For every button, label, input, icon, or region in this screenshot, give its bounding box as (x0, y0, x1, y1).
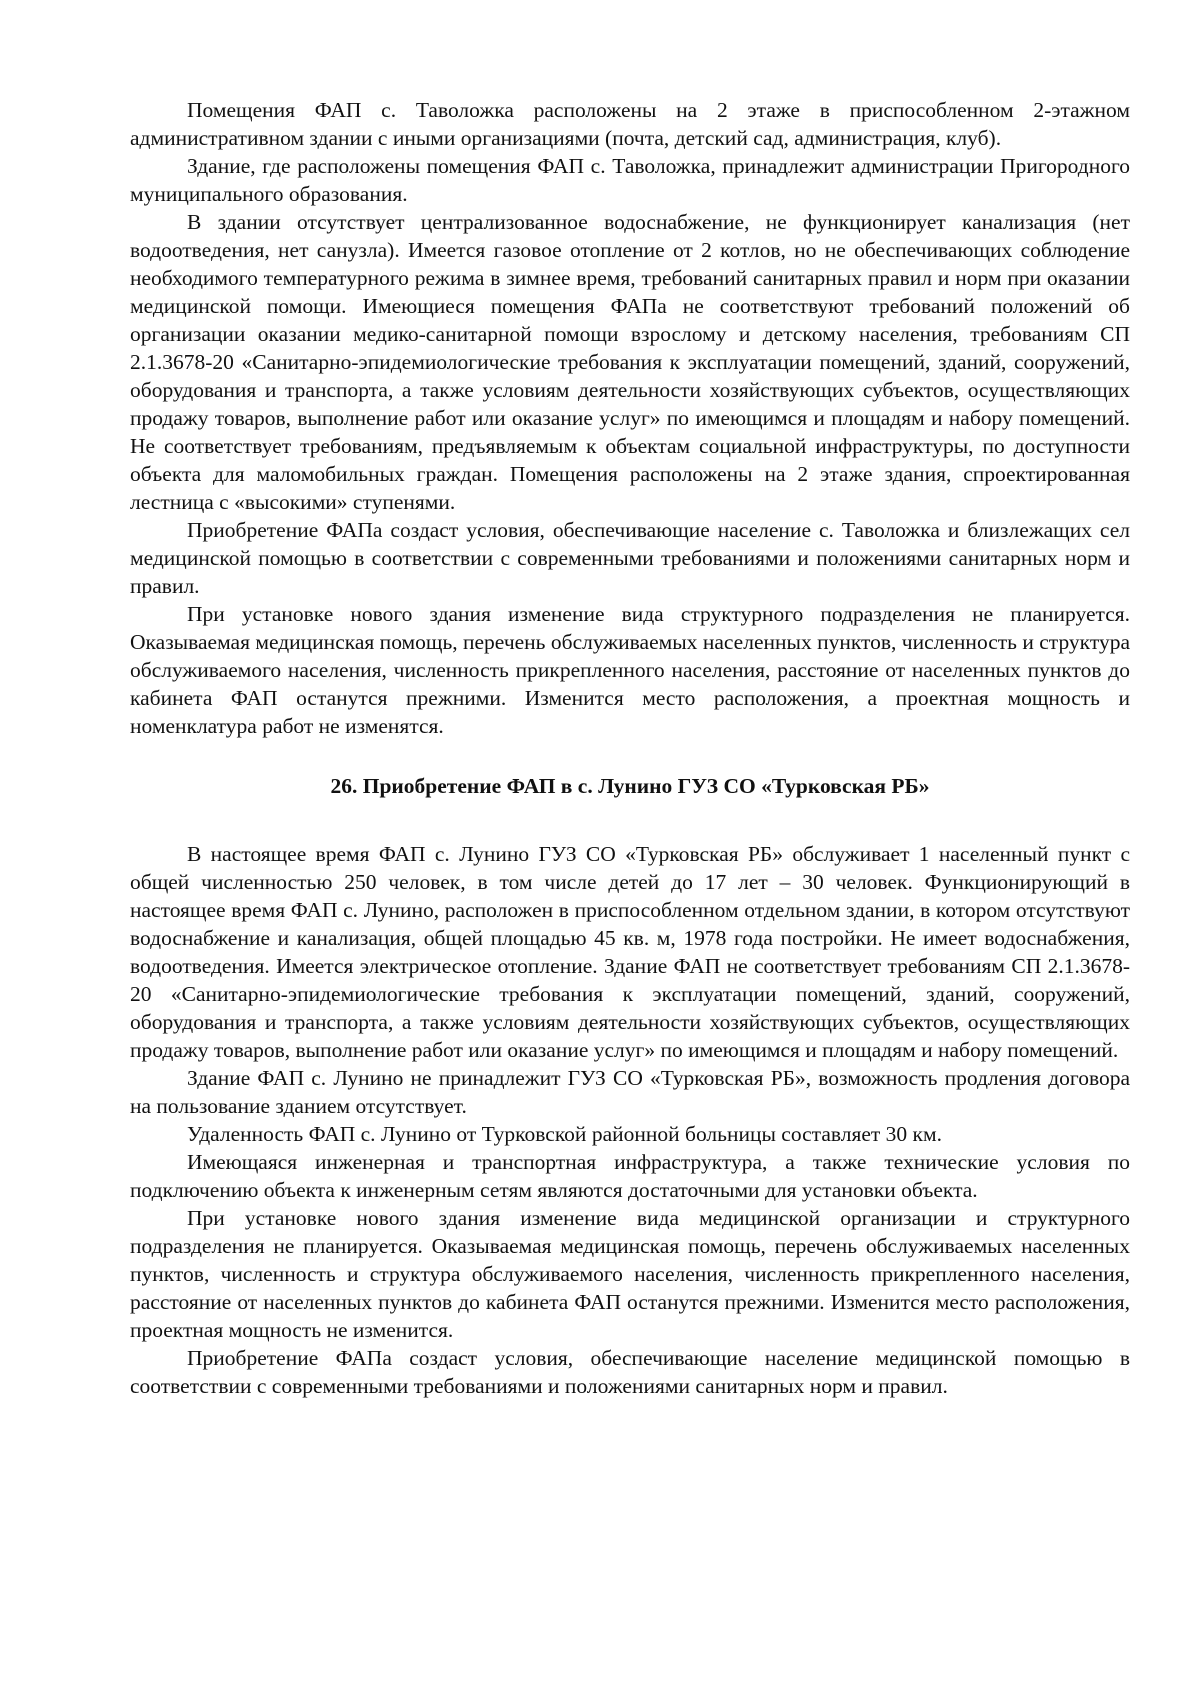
paragraph: Имеющаяся инженерная и транспортная инфраструктура, а также технические условия по подключению объекта к инженерным сетям являются достаточными для установки объекта. (130, 1150, 1130, 1202)
paragraph: При установке нового здания изменение вида медицинской организации и структурного подразделения не планируется. Оказываемая медицинская помощь, перечень обслуживаемых населенных пунктов, численность и структура обслуживаемого населения, численность прикрепленного населения, расстояние от населенных пунктов до кабинета ФАП останутся прежними. Изменится место расположения, проектная мощность не изменится. (130, 1206, 1130, 1342)
paragraph: Удаленность ФАП с. Лунино от Турковской районной больницы составляет 30 км. (187, 1122, 942, 1146)
paragraph: В здании отсутствует централизованное водоснабжение, не функционирует канализация (нет водоотведения, нет санузла). Имеется газовое отопление от 2 котлов, но не обеспечивающих соблюдение необходимого температурного режима в зимнее время, требований санитарных правил и норм при оказании медицинской помощи. Имеющиеся помещения ФАПа не соответствуют требований положений об организации оказании медико-санитарной помощи взрослому и детскому населения, требованиям СП 2.1.3678-20 «Санитарно-эпидемиологические требования к эксплуатации помещений, зданий, сооружений, оборудования и транспорта, а также условиям деятельности хозяйствующих субъектов, осуществляющих продажу товаров, выполнение работ или оказание услуг» по имеющимся и площадям и набору помещений. Не соответствует требованиям, предъявляемым к объектам социальной инфраструктуры, по доступности объекта для маломобильных граждан. Помещения расположены на 2 этаже здания, спроектированная лестница с «высокими» ступенями. (130, 210, 1130, 514)
paragraph: Помещения ФАП с. Таволожка расположены на 2 этаже в приспособленном 2-этажном административном здании с иными организациями (почта, детский сад, администрация, клуб). (130, 98, 1130, 150)
paragraph: В настоящее время ФАП с. Лунино ГУЗ СО «Турковская РБ» обслуживает 1 населенный пункт с общей численностью 250 человек, в том числе детей до 17 лет – 30 человек. Функционирующий в настоящее время ФАП с. Лунино, расположен в приспособленном отдельном здании, в котором отсутствуют водоснабжение и канализация, общей площадью 45 кв. м, 1978 года постройки. Не имеет водоснабжения, водоотведения. Имеется электрическое отопление. Здание ФАП не соответствует требованиям СП 2.1.3678-20 «Санитарно-эпидемиологические требования к эксплуатации помещений, зданий, сооружений, оборудования и транспорта, а также условиям деятельности хозяйствующих субъектов, осуществляющих продажу товаров, выполнение работ или оказание услуг» по имеющимся и площадям и набору помещений. (130, 842, 1130, 1062)
paragraph: Здание ФАП с. Лунино не принадлежит ГУЗ СО «Турковская РБ», возможность продления договора на пользование зданием отсутствует. (130, 1066, 1130, 1118)
document-page (130, 96, 1130, 1400)
paragraph: Приобретение ФАПа создаст условия, обеспечивающие население с. Таволожка и близлежащих сел медицинской помощью в соответствии с современными требованиями и положениями санитарных норм и правил. (130, 518, 1130, 598)
section-heading: 26. Приобретение ФАП в с. Лунино ГУЗ СО «Турковская РБ» (330, 774, 930, 798)
paragraph: При установке нового здания изменение вида структурного подразделения не планируется. Оказываемая медицинская помощь, перечень обслуживаемых населенных пунктов, численность и структура обслуживаемого населения, численность прикрепленного населения, расстояние от населенных пунктов до кабинета ФАП останутся прежними. Изменится место расположения, а проектная мощность и номенклатура работ не изменятся. (130, 602, 1130, 738)
paragraph: Здание, где расположены помещения ФАП с. Таволожка, принадлежит администрации Пригородного муниципального образования. (130, 154, 1130, 206)
paragraph: Приобретение ФАПа создаст условия, обеспечивающие население медицинской помощью в соответствии с современными требованиями и положениями санитарных норм и правил. (130, 1346, 1130, 1398)
